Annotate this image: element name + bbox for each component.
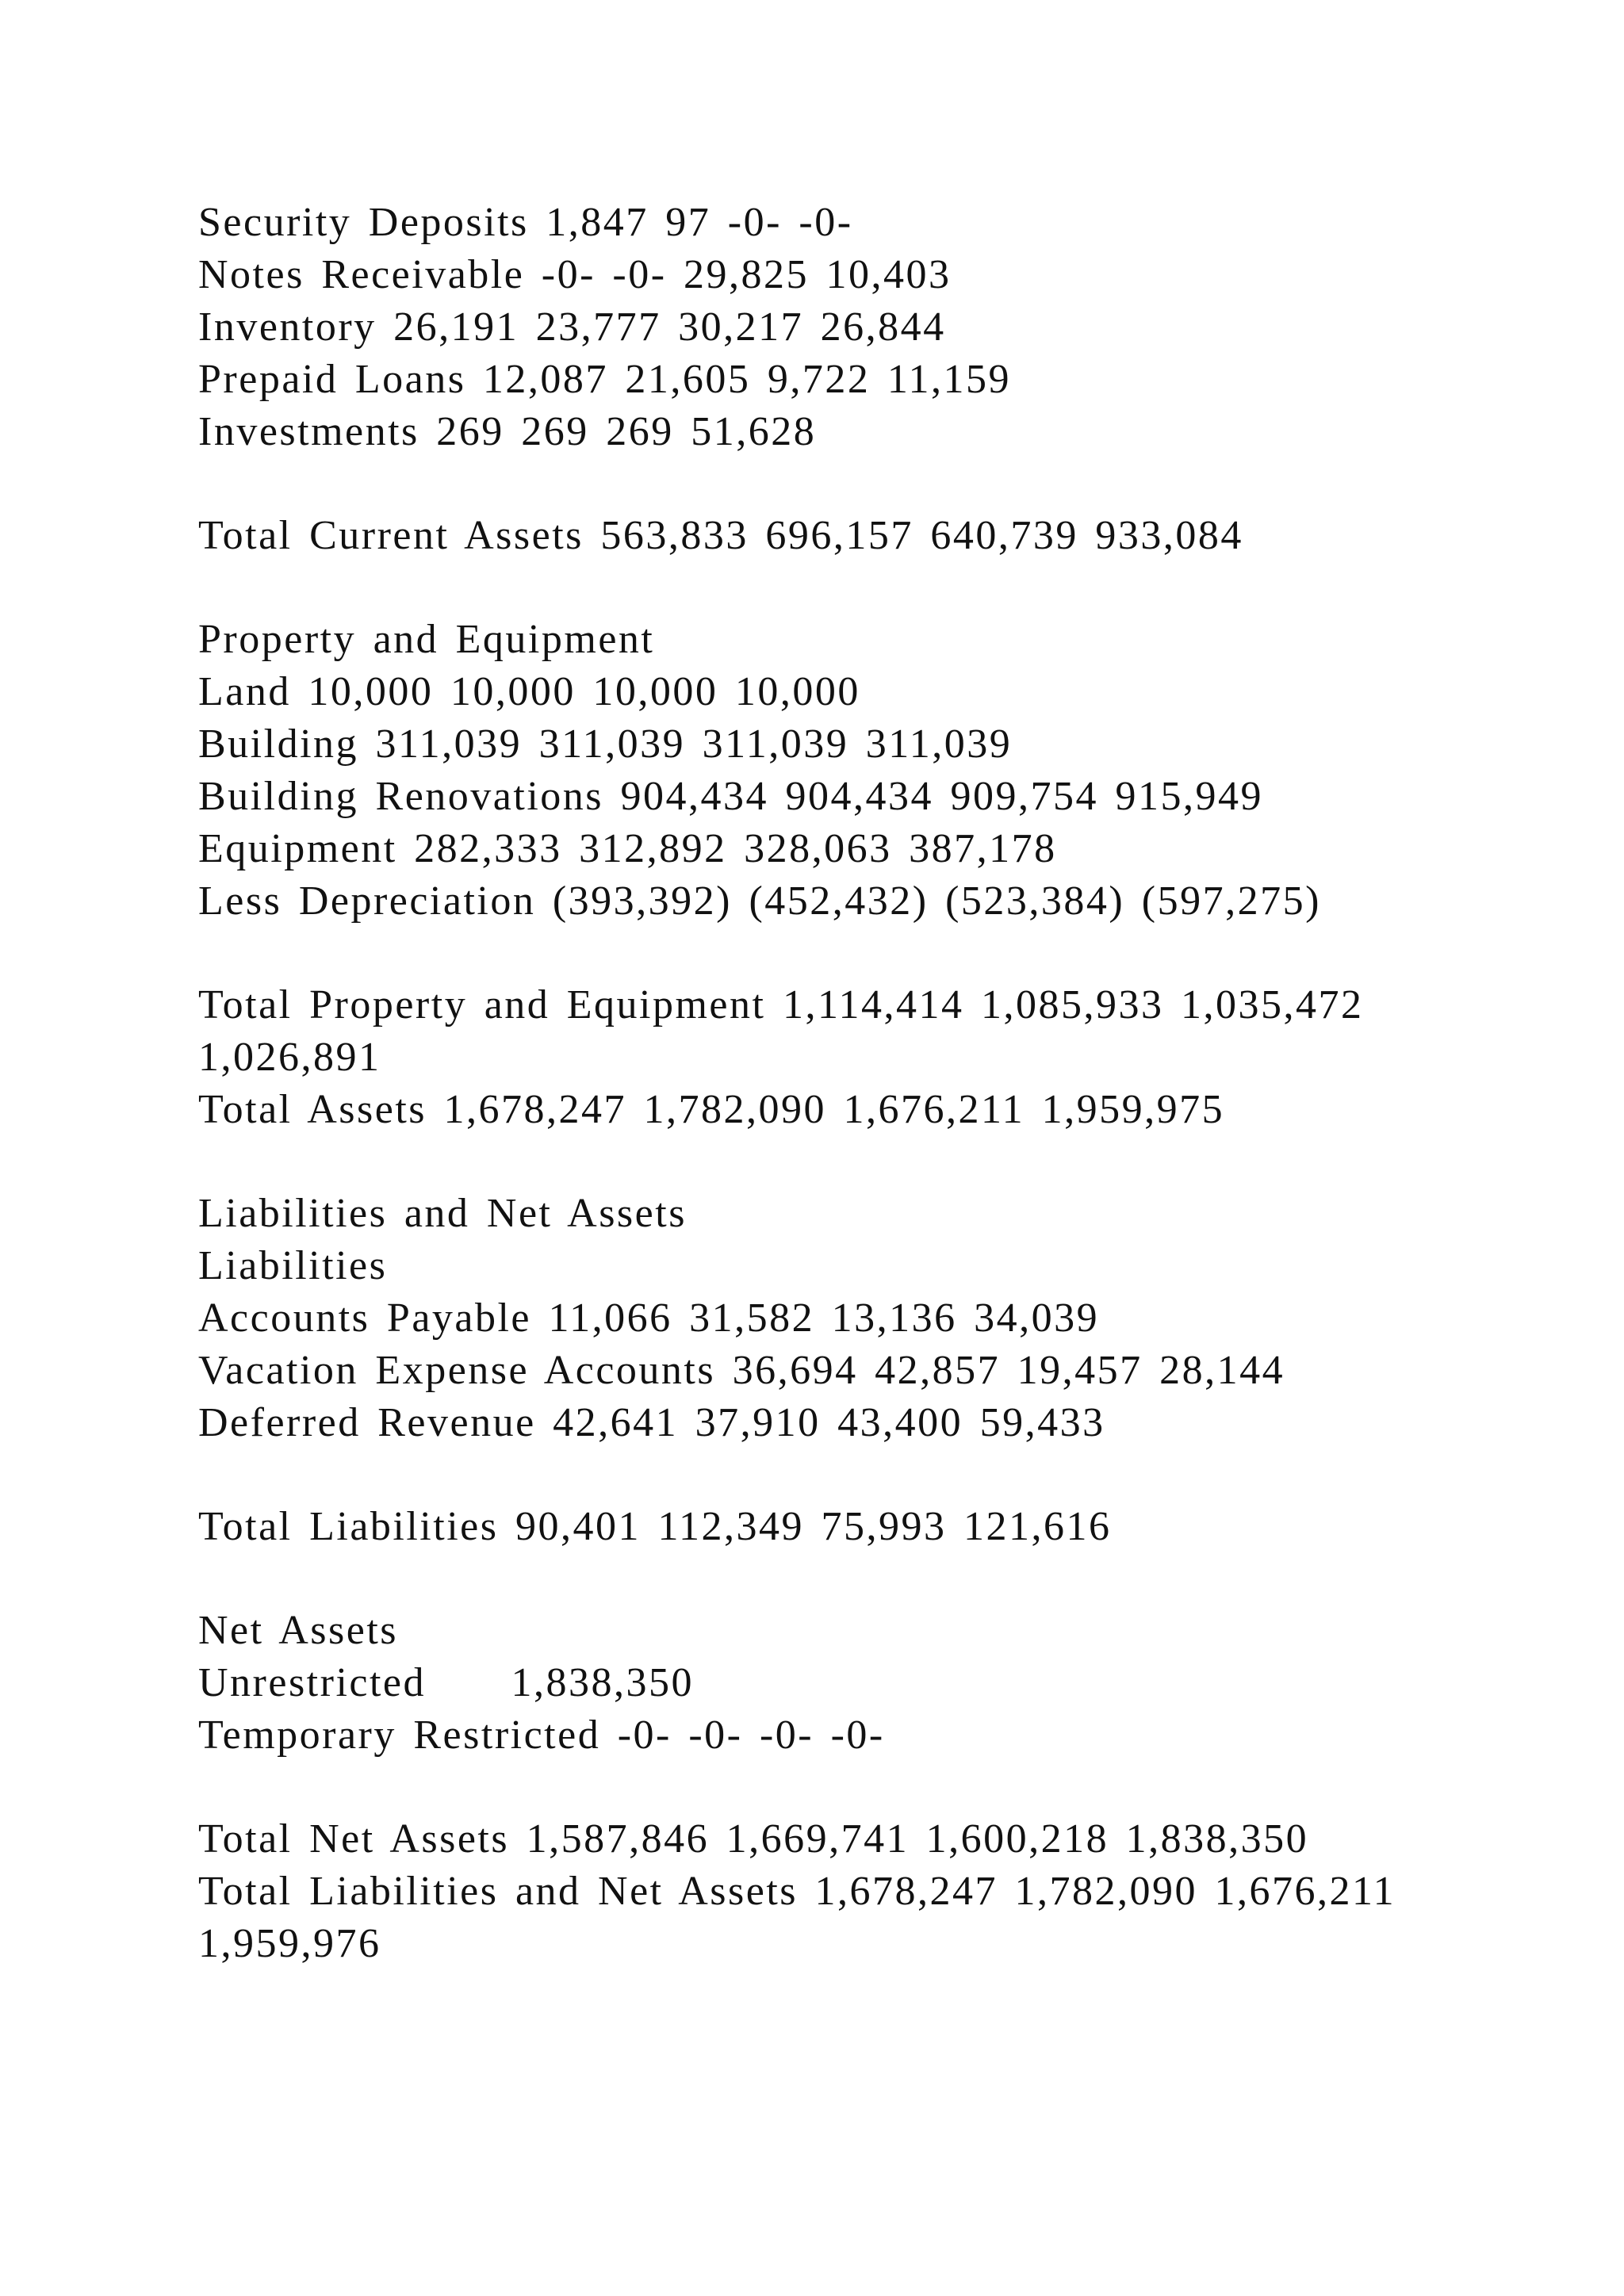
deferred-revenue-line: Deferred Revenue 42,641 37,910 43,400 59,433 [198, 1400, 1105, 1445]
total-current-assets-line: Total Current Assets 563,833 696,157 640,739 933,084 [198, 513, 1243, 558]
total-property-and-equipment-continued: 1,026,891 [198, 1035, 381, 1080]
spacer [198, 562, 1435, 614]
inventory-line: Inventory 26,191 23,777 30,217 26,844 [198, 304, 946, 350]
liabilities-and-net-assets-heading: Liabilities and Net Assets [198, 1191, 687, 1236]
accounts-payable-line: Accounts Payable 11,066 31,582 13,136 34,039 [198, 1295, 1100, 1341]
investments-line: Investments 269 269 269 51,628 [198, 409, 817, 454]
total-net-assets-line: Total Net Assets 1,587,846 1,669,741 1,600,218 1,838,350 [198, 1816, 1309, 1862]
unrestricted-line: Unrestricted 1,838,350 [198, 1660, 695, 1705]
building-line: Building 311,039 311,039 311,039 311,039 [198, 721, 1013, 767]
property-and-equipment-heading: Property and Equipment [198, 617, 655, 662]
total-liabilities-line: Total Liabilities 90,401 112,349 75,993 121,616 [198, 1504, 1112, 1549]
land-line: Land 10,000 10,000 10,000 10,000 [198, 669, 860, 714]
security-deposits-line: Security Deposits 1,847 97 -0- -0- [198, 200, 853, 245]
prepaid-loans-line: Prepaid Loans 12,087 21,605 9,722 11,159 [198, 357, 1011, 402]
net-assets-heading: Net Assets [198, 1608, 398, 1653]
less-depreciation-line: Less Depreciation (393,392) (452,432) (523,384) (597,275) [198, 878, 1321, 924]
spacer [198, 1449, 1435, 1501]
spacer [198, 1553, 1435, 1605]
balance-sheet-text [198, 197, 1435, 1970]
notes-receivable-line: Notes Receivable -0- -0- 29,825 10,403 [198, 252, 952, 297]
spacer [198, 458, 1435, 510]
building-renovations-line: Building Renovations 904,434 904,434 909,754 915,949 [198, 774, 1263, 819]
equipment-line: Equipment 282,333 312,892 328,063 387,178 [198, 826, 1057, 871]
liabilities-heading: Liabilities [198, 1243, 388, 1288]
total-assets-line: Total Assets 1,678,247 1,782,090 1,676,211 1,959,975 [198, 1087, 1225, 1132]
spacer [198, 1136, 1435, 1188]
total-property-and-equipment-line: Total Property and Equipment 1,114,414 1,085,933 1,035,472 [198, 982, 1364, 1027]
temporary-restricted-line: Temporary Restricted -0- -0- -0- -0- [198, 1712, 885, 1758]
spacer [198, 928, 1435, 979]
vacation-expense-accounts-line: Vacation Expense Accounts 36,694 42,857 19,457 28,144 [198, 1348, 1285, 1393]
total-liabilities-and-net-assets-line: Total Liabilities and Net Assets 1,678,247 1,782,090 1,676,211 [198, 1869, 1396, 1914]
total-liabilities-and-net-assets-continued: 1,959,976 [198, 1921, 381, 1966]
spacer [198, 1762, 1435, 1813]
